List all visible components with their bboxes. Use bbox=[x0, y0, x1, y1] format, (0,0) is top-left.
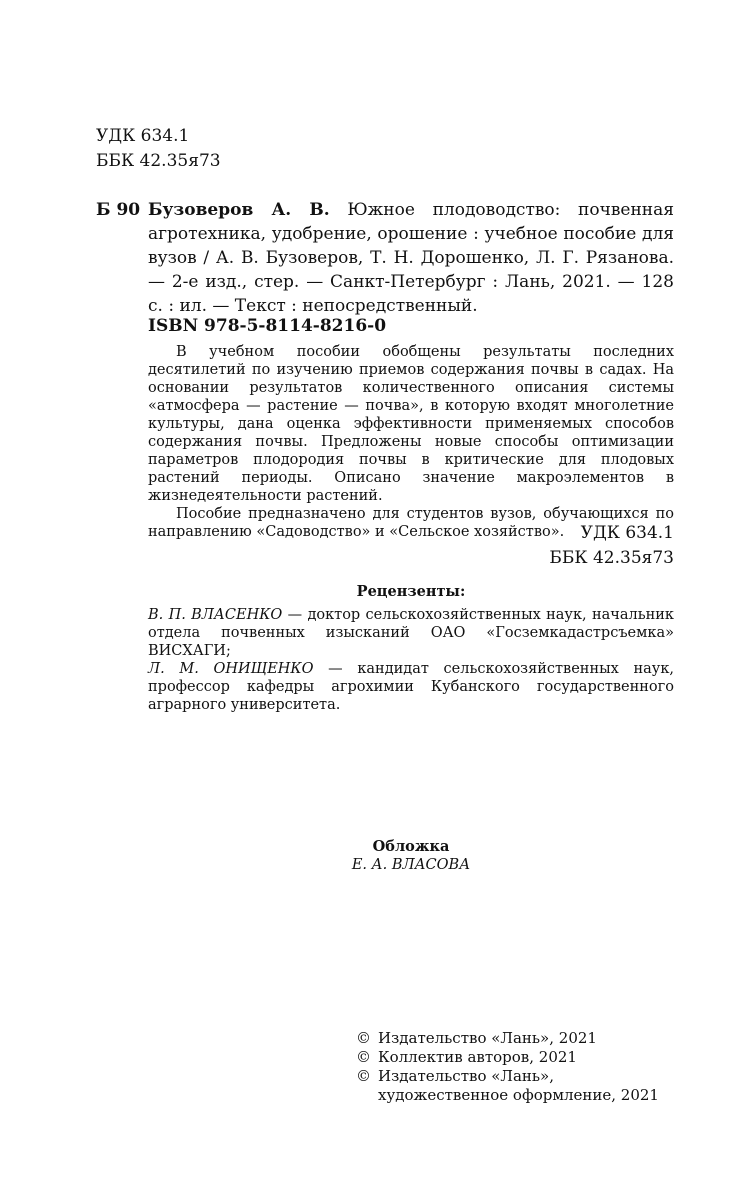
classification-bottom bbox=[549, 521, 674, 571]
reviewer-entry bbox=[148, 606, 674, 660]
reviewer-description: — кандидат сельскохозяйственных наук, профессор кафедры агрохимии Кубанского государственного аграрного университета. bbox=[148, 661, 674, 713]
reviewer-description: — доктор сельскохозяйственных наук, начальник отдела почвенных изысканий ОАО «Госземкадастрсъемка» ВИСХАГИ; bbox=[148, 607, 674, 659]
copyright-icon: © bbox=[356, 1048, 371, 1066]
copyright-line-continuation: художественное оформление, 2021 bbox=[378, 1086, 659, 1104]
copyright-block bbox=[356, 1029, 659, 1105]
catalog-entry bbox=[96, 198, 674, 318]
bbk-code: ББК 42.35я73 bbox=[549, 548, 674, 568]
copyright-icon: © bbox=[356, 1067, 371, 1085]
cover-label: Обложка bbox=[372, 838, 450, 855]
reviewer-entry bbox=[148, 660, 674, 714]
reviewers-section bbox=[148, 583, 674, 714]
abstract-paragraph: Пособие предназначено для студентов вузов, обучающихся по направлению «Садоводство» и «Сельское хозяйство». bbox=[148, 506, 674, 540]
copyright-line: © Издательство «Лань», 2021 bbox=[356, 1029, 597, 1047]
udk-code: УДК 634.1 bbox=[96, 126, 190, 146]
author-name: Бузоверов А. В. bbox=[148, 200, 330, 220]
catalog-description-block bbox=[148, 198, 674, 318]
cover-credit bbox=[148, 838, 674, 874]
book-description: Южное плодоводство: почвенная агротехника, удобрение, орошение : учебное пособие для вузов / А. В. Бузоверов, Т. Н. Дорошенко, Л. Г. Рязанова. — 2-е изд., стер. — Санкт-Петербург : Лань, 2021. — 128 с. : ил. — Текст : непосредственный. bbox=[148, 200, 674, 316]
abstract-paragraph: В учебном пособии обобщены результаты последних десятилетий по изучению приемов содержания почвы в садах. На основании результатов количественного описания системы «атмосфера — растение — почва», в которую входят многолетние культуры, дана оценка эффективности применяемых способов содержания почвы. Предложены новые способы оптимизации параметров плодородия почвы в критические для плодовых растений периоды. Описано значение макроэлементов в жизнедеятельности растений. bbox=[148, 344, 674, 504]
isbn: ISBN 978-5-8114-8216-0 bbox=[148, 316, 387, 336]
copyright-line: © Издательство «Лань», bbox=[356, 1067, 555, 1085]
reviewer-name: В. П. ВЛАСЕНКО bbox=[148, 607, 283, 623]
reviewers-heading: Рецензенты: bbox=[356, 583, 466, 600]
reviewer-name: Л. М. ОНИЩЕНКО bbox=[148, 661, 314, 677]
classification-top bbox=[96, 124, 221, 174]
cover-designer: Е. А. ВЛАСОВА bbox=[351, 857, 471, 873]
copyright-icon: © bbox=[356, 1029, 371, 1047]
bbk-code: ББК 42.35я73 bbox=[96, 151, 221, 171]
copyright-line: © Коллектив авторов, 2021 bbox=[356, 1048, 577, 1066]
catalog-code: Б 90 bbox=[96, 200, 141, 220]
abstract bbox=[148, 343, 674, 541]
udk-code: УДК 634.1 bbox=[580, 523, 674, 543]
